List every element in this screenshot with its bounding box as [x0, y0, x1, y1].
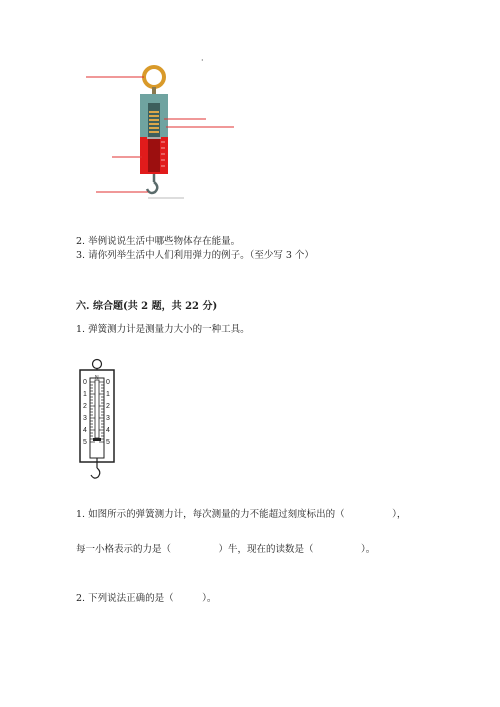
scale-label-right-4: 4 — [106, 427, 110, 434]
scale-label-left-4: 4 — [83, 427, 87, 434]
diagram-ticks — [90, 382, 104, 442]
diagram-top-ring — [93, 360, 102, 369]
scale-label-left-0: 0 — [83, 379, 87, 386]
diagram-pointer — [93, 438, 101, 441]
red-slot — [148, 137, 160, 172]
scale-label-left-3: 3 — [83, 415, 87, 422]
section-title: 六. 综合题(共 2 题，共 22 分) — [76, 301, 218, 312]
ring-connector — [152, 87, 156, 94]
scale-label-right-2: 2 — [106, 403, 110, 410]
diagram-center-slot — [95, 380, 99, 438]
spring-scale-photo — [0, 0, 500, 210]
scale-label-n: N — [95, 375, 99, 381]
stray-mark: · — [201, 56, 204, 65]
hook — [147, 182, 157, 193]
pointer — [147, 137, 161, 139]
diagram-hook — [91, 468, 100, 478]
ring — [144, 67, 164, 87]
scale-label-right-1: 1 — [106, 391, 110, 398]
sub-question-1-cont: 每一小格表示的力是（ ）牛，现在的读数是（ ）。 — [76, 544, 376, 555]
scale-label-left-2: 2 — [83, 403, 87, 410]
question-3: 3. 请你列举生活中人们利用弹力的例子。（至少写 3 个） — [76, 250, 314, 261]
scale-label-right-0: 0 — [106, 379, 110, 386]
scale-label-right-5: 5 — [106, 439, 110, 446]
problem-1-intro: 1. 弹簧测力计是测量力大小的一种工具。 — [76, 324, 250, 335]
question-2: 2. 举例说说生活中哪些物体存在能量。 — [76, 236, 241, 247]
sub-question-2: 2. 下列说法正确的是（ ）。 — [76, 593, 217, 604]
spring-scale-diagram — [79, 358, 119, 483]
scale-label-left-1: 1 — [83, 391, 87, 398]
sub-question-1: 1. 如图所示的弹簧测力计，每次测量的力不能超过刻度标出的（ ）， — [76, 509, 407, 520]
scale-label-left-5: 5 — [83, 439, 87, 446]
scale-label-right-3: 3 — [106, 415, 110, 422]
